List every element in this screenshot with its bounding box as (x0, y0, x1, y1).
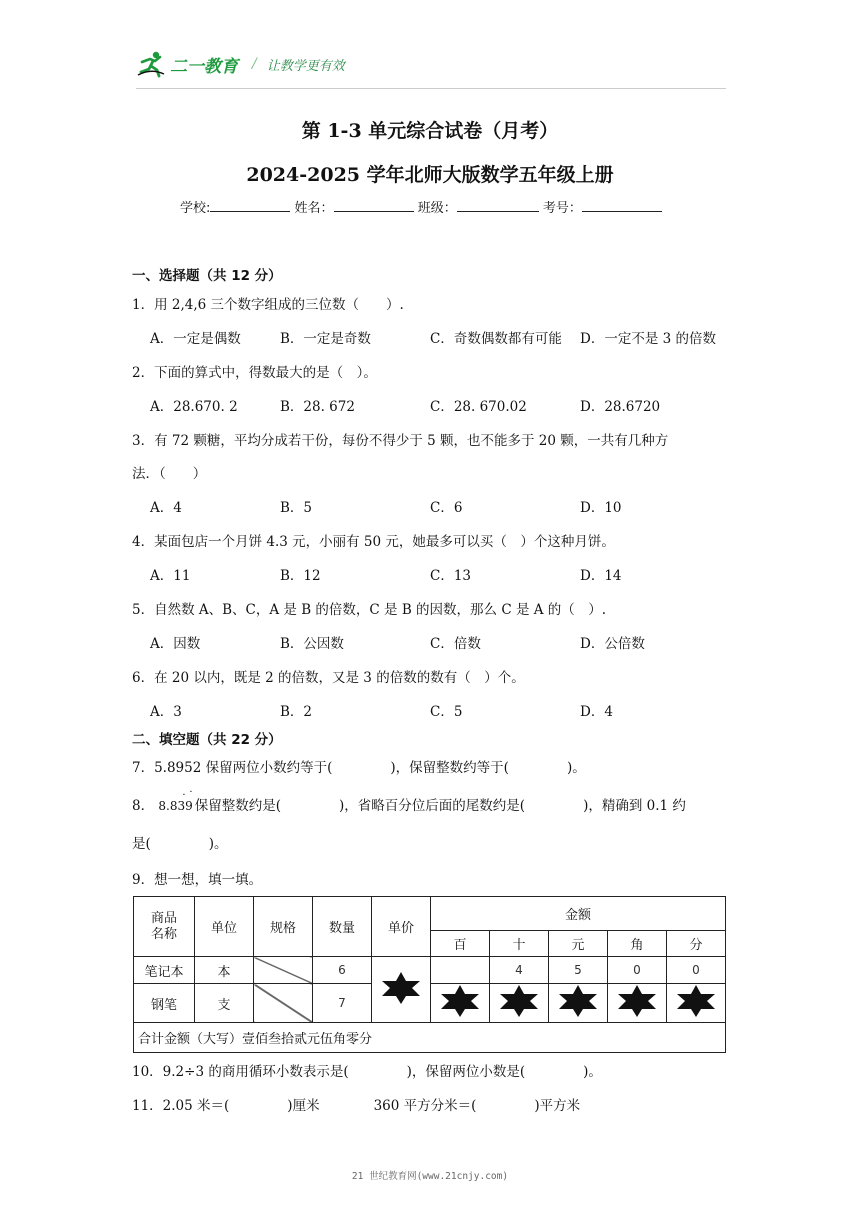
amount-col-tens: 十 (490, 931, 549, 957)
q2-stem: 2．下面的算式中，得数最大的是（ ）。 (132, 365, 377, 381)
q11-line (132, 1094, 580, 1114)
q2-option-a: A．28.670. 2 (150, 399, 238, 415)
q3-option-a: A．4 (150, 500, 182, 516)
amount-col-yuan: 元 (549, 931, 608, 957)
q8-text-4: 是( (132, 836, 151, 852)
header-divider (136, 88, 726, 89)
q8-text-2: )，省略百分位后面的尾数约是( (339, 798, 526, 814)
star-icon (557, 984, 599, 1018)
q8-decimal-value: 8.839 (158, 799, 193, 813)
class-label: 班级： (417, 201, 457, 216)
q11-text-2: )厘米 (287, 1098, 320, 1114)
q7-text-1: 7．5.8952 保留两位小数约等于( (132, 760, 333, 776)
q10-line (132, 1060, 602, 1080)
q11-text-4: )平方米 (534, 1098, 581, 1114)
q5-option-b: B．公因数 (280, 636, 344, 652)
q8-number: 8． (132, 798, 155, 814)
q8-repeating-decimal (158, 787, 193, 813)
row2-hundreds-star (431, 984, 490, 1023)
q8-line2 (132, 832, 228, 852)
q8-text-5: )。 (208, 836, 228, 852)
row1-unit: 本 (195, 957, 254, 984)
q4-option-d: D．14 (580, 568, 622, 584)
row1-name: 笔记本 (134, 957, 195, 984)
q4-option-b: B．12 (280, 568, 321, 584)
page-footer: 21 世纪教育网(www.21cnjy.com) (351, 1171, 509, 1182)
exam-title: 第 1-3 单元综合试卷（月考） (301, 120, 559, 142)
row1-digit-yuan: 5 (549, 957, 608, 984)
row2-fen-star (667, 984, 726, 1023)
q1-option-b: B．一定是奇数 (280, 331, 371, 347)
q3-option-b: B．5 (280, 500, 313, 516)
header-price: 单价 (372, 897, 431, 957)
section-choice-heading: 一、选择题（共 12 分） (132, 268, 282, 284)
header-quantity: 数量 (313, 897, 372, 957)
row1-quantity: 6 (313, 957, 372, 984)
q2-option-b: B．28. 672 (280, 399, 355, 415)
exam-no-label: 考号： (542, 201, 582, 216)
q6-stem: 6．在 20 以内，既是 2 的倍数，又是 3 的倍数的数有（ ）个。 (132, 670, 525, 686)
q7-line (132, 756, 586, 776)
amount-col-jiao: 角 (608, 931, 667, 957)
q6-option-b: B．2 (280, 704, 313, 720)
amount-col-fen: 分 (667, 931, 726, 957)
q4-stem: 4．某面包店一个月饼 4.3 元，小丽有 50 元，她最多可以买（ ）个这种月饼。 (132, 534, 615, 550)
class-blank[interactable] (457, 199, 539, 212)
q2-option-d: D．28.6720 (580, 399, 661, 415)
name-label: 姓名： (294, 201, 334, 216)
row1-digit-jiao: 0 (608, 957, 667, 984)
row2-yuan-star (549, 984, 608, 1023)
row2-name: 钢笔 (134, 984, 195, 1023)
row1-digit-fen: 0 (667, 957, 726, 984)
q5-option-a: A．因数 (150, 636, 201, 652)
header-product-name (134, 897, 195, 957)
row1-digit-tens: 4 (490, 957, 549, 984)
logo-text: 二一教育 (170, 56, 238, 77)
q11-text-3: 360 平方分米＝( (373, 1098, 477, 1114)
q8-line1 (132, 787, 686, 814)
header-amount: 金额 (431, 897, 726, 931)
q7-text-3: )。 (566, 760, 586, 776)
q4-option-a: A．11 (150, 568, 191, 584)
q3-option-c: C．6 (430, 500, 463, 516)
q10-text-2: )，保留两位小数是( (406, 1064, 526, 1080)
q1-option-d: D．一定不是 3 的倍数 (580, 331, 716, 347)
q3-stem-line1: 3．有 72 颗糖，平均分成若干份，每份不得少于 5 颗，也不能多于 20 颗，一共有几种方 (132, 433, 669, 449)
q10-text-1: 10．9.2÷3 的商用循环小数表示是( (132, 1064, 349, 1080)
row2-quantity: 7 (313, 984, 372, 1023)
runner-logo-icon (136, 50, 166, 78)
repeat-dot-icon: · (189, 787, 193, 798)
row2-spec-crossed (254, 984, 313, 1023)
star-icon (675, 984, 717, 1018)
header-unit: 单位 (195, 897, 254, 957)
header-separator: / (252, 56, 257, 72)
star-icon (616, 984, 658, 1018)
star-icon (498, 984, 540, 1018)
header-product-name-text: 商品名称 (150, 910, 177, 942)
star-icon (380, 971, 422, 1005)
q1-option-c: C．奇数偶数都有可能 (430, 331, 562, 347)
q11-text-1: 11．2.05 米＝( (132, 1098, 230, 1114)
header-slogan: 让教学更有效 (266, 58, 345, 74)
q6-option-a: A．3 (150, 704, 182, 720)
q6-option-d: D．4 (580, 704, 613, 720)
q1-stem: 1．用 2,4,6 三个数字组成的三位数（ ）. (132, 297, 404, 313)
q5-option-d: D．公倍数 (580, 636, 645, 652)
amount-col-hundreds: 百 (431, 931, 490, 957)
row1-spec-crossed (254, 957, 313, 984)
q4-option-c: C．13 (430, 568, 472, 584)
row2-jiao-star (608, 984, 667, 1023)
name-blank[interactable] (334, 199, 414, 212)
q10-text-3: )。 (583, 1064, 602, 1080)
invoice-table (133, 896, 726, 1053)
header-spec: 规格 (254, 897, 313, 957)
q1-option-a: A．一定是偶数 (150, 331, 241, 347)
q2-option-c: C．28. 670.02 (430, 399, 527, 415)
price-hidden-star (372, 957, 431, 1023)
section-fill-heading: 二、填空题（共 22 分） (132, 732, 282, 748)
exam-no-blank[interactable] (582, 199, 662, 212)
q6-option-c: C．5 (430, 704, 463, 720)
row1-digit-hundreds (431, 957, 490, 984)
repeat-dot-icon: · (182, 790, 186, 801)
q8-text-3: )，精确到 0.1 约 (583, 798, 686, 814)
q5-stem: 5．自然数 A、B、C，A 是 B 的倍数，C 是 B 的因数，那么 C 是 A 的（ ）. (132, 602, 607, 618)
header-logo (136, 48, 345, 80)
q5-option-c: C．倍数 (430, 636, 481, 652)
row2-tens-star (490, 984, 549, 1023)
row2-unit: 支 (195, 984, 254, 1023)
q3-option-d: D．10 (580, 500, 622, 516)
q8-text-1: 保留整数约是( (194, 798, 282, 814)
q7-text-2: )，保留整数约等于( (390, 760, 509, 776)
school-label: 学校: (180, 201, 211, 216)
school-blank[interactable] (210, 199, 290, 212)
q3-stem-line2: 法．（ ） (132, 466, 207, 482)
q9-stem: 9．想一想，填一填。 (132, 872, 263, 888)
total-amount-row: 合计金额（大写）壹佰叁拾贰元伍角零分 (134, 1023, 726, 1053)
student-info-line (180, 197, 662, 216)
exam-subtitle: 2024-2025 学年北师大版数学五年级上册 (246, 164, 614, 186)
star-icon (439, 984, 481, 1018)
